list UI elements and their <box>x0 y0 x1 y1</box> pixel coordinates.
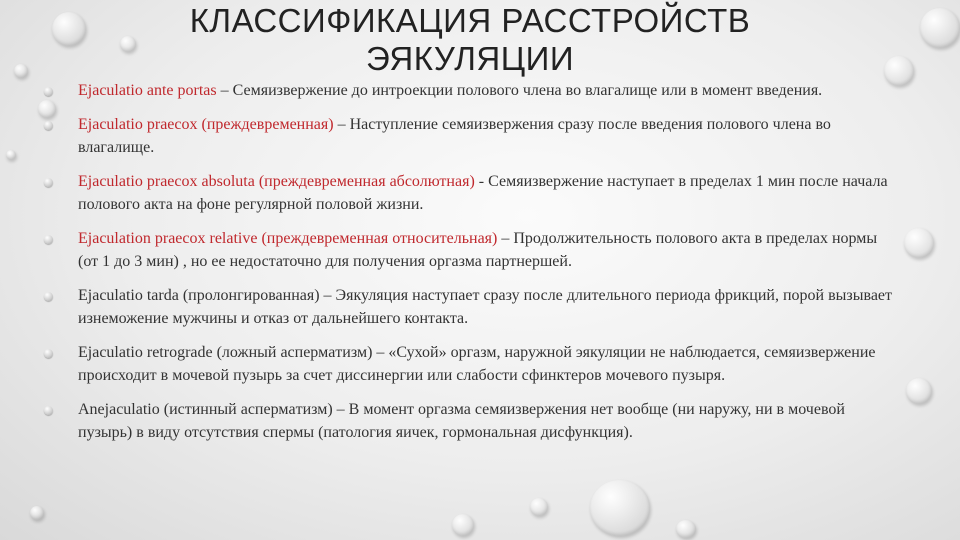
bullet-icon <box>44 235 53 244</box>
bullet-icon <box>44 178 53 187</box>
decorative-water-drop <box>676 520 696 538</box>
item-description: Ejaculatio tarda (пролонгированная) – Эякуляция наступает сразу после длительного периода фрикций, порой вызывает изнеможение мужчины и отказ от дальнейшего контакта. <box>78 287 893 327</box>
list-item <box>78 341 893 387</box>
decorative-water-drop <box>906 378 932 404</box>
list-item <box>78 170 893 216</box>
decorative-water-drop <box>590 480 650 536</box>
classification-list <box>78 79 893 455</box>
decorative-water-drop <box>530 498 548 516</box>
item-description: – Продолжительность полового акта в пределах нормы (от 1 до 3 мин) , но ее недостаточно для получения оргазма партнершей. <box>78 230 878 270</box>
bullet-icon <box>44 121 53 130</box>
item-description: - Семяизвержение наступает в пределах 1 мин после начала полового акта на фоне регулярной половой жизни. <box>78 173 888 213</box>
list-item <box>78 398 893 444</box>
decorative-water-drop <box>14 64 28 78</box>
bullet-icon <box>44 406 53 415</box>
decorative-water-drop <box>452 514 474 536</box>
decorative-water-drop <box>38 100 56 118</box>
bullet-icon <box>44 349 53 358</box>
decorative-water-drop <box>120 36 136 52</box>
decorative-water-drop <box>52 12 86 46</box>
list-item <box>78 113 893 159</box>
item-term: Ejaculatio praecox absoluta (преждевременная абсолютная) <box>78 173 475 190</box>
decorative-water-drop <box>904 228 934 258</box>
decorative-water-drop <box>920 8 960 48</box>
decorative-water-drop <box>6 150 16 160</box>
item-term: Ejaculatio praecox (преждевременная) <box>78 116 334 133</box>
item-description: – Наступление семяизвержения сразу после введения полового члена во влагалище. <box>78 116 831 156</box>
item-term: Ejaculatio ante portas <box>78 82 217 99</box>
bullet-icon <box>44 87 53 96</box>
decorative-water-drop <box>30 506 44 520</box>
list-item <box>78 284 893 330</box>
list-item <box>78 79 893 102</box>
item-term: Ejaculation praecox relative (преждевременная относительная) <box>78 230 498 247</box>
list-item <box>78 227 893 273</box>
bullet-icon <box>44 292 53 301</box>
item-description: Ejaculatio retrograde (ложный аспермaтизм) – «Сухой» оргазм, наружной эякуляции не наблюдается, семяизвержение происходит в мочевой пузырь за счет диссинергии или слабости сфинктеров мочевого пузыря. <box>78 344 876 384</box>
item-description: Anejaculatio (истинный аспермaтизм) – В момент оргазма семяизвержения нет вообще (ни наружу, ни в мочевой пузырь) в виду отсутствия спермы (патология яичек, гормональная дисфункция). <box>78 401 845 441</box>
slide-title: КЛАССИФИКАЦИЯ РАССТРОЙСТВ ЭЯКУЛЯЦИИ <box>189 2 751 77</box>
item-description: – Семяизвержение до интроекции полового члена во влагалище или в момент введения. <box>216 82 823 99</box>
